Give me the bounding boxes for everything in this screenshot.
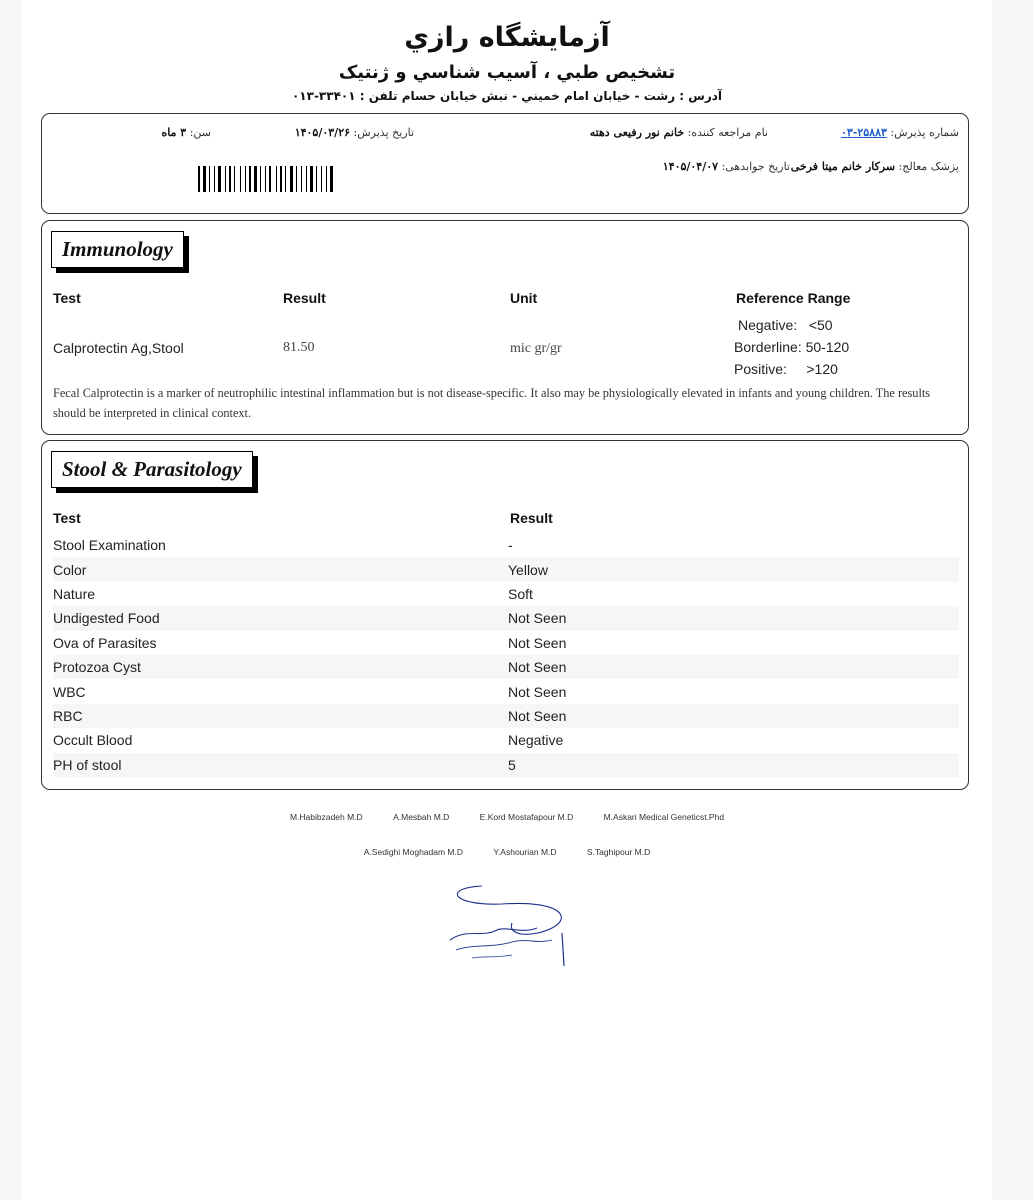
immuno-result: 81.50 bbox=[283, 340, 315, 355]
table-row: Undigested Food Not Seen bbox=[53, 606, 959, 630]
immunology-note: Fecal Calprotectin is a marker of neutrophilic intestinal inflammation but is not disease-specific. It also may be physiologically elevated in infants and young children. The results should be interpreted in clinical context. bbox=[53, 386, 931, 420]
table-row: Stool Examination - bbox=[53, 537, 513, 554]
doctor-signature bbox=[412, 878, 582, 968]
stool-col-test: Test bbox=[53, 510, 81, 526]
lab-address: آدرس : رشت - خيابان امام خميني - نبش خيابان حسام تلفن : ۳۳۴۰۱-۰۱۳ bbox=[291, 89, 723, 103]
barcode bbox=[198, 166, 392, 192]
col-reference: Reference Range bbox=[736, 290, 851, 306]
doctors-row-2 bbox=[22, 847, 992, 857]
doctor-name: Y.Ashourian M.D bbox=[493, 847, 557, 857]
answer-date: تاریخ جوابدهی: ۱۴۰۵/۰۴/۰۷ bbox=[662, 160, 790, 173]
table-row: WBC Not Seen bbox=[53, 683, 567, 700]
ref-negative: Negative: <50 bbox=[738, 317, 833, 333]
barcode-bar bbox=[280, 166, 282, 192]
doctor-name: A.Mesbah M.D bbox=[393, 812, 450, 822]
barcode-bar bbox=[296, 166, 297, 192]
barcode-bar bbox=[301, 166, 302, 192]
table-row: Ova of Parasites Not Seen bbox=[53, 634, 567, 651]
barcode-bar bbox=[229, 166, 231, 192]
immunology-title: Immunology bbox=[51, 231, 184, 268]
doctor-name: M.Habibzadeh M.D bbox=[289, 812, 363, 822]
barcode-bar bbox=[234, 166, 235, 192]
barcode-bar bbox=[285, 166, 286, 192]
patient-age: سن: ۳ ماه bbox=[161, 126, 211, 139]
doctor-name: S.Taghipour M.D bbox=[586, 847, 651, 857]
lab-subtitle: تشخيص طبي ، آسيب شناسي و ژنتيک bbox=[338, 62, 676, 83]
stool-title: Stool & Parasitology bbox=[51, 451, 253, 488]
barcode-bar bbox=[306, 166, 307, 192]
barcode-bar bbox=[218, 166, 221, 192]
table-row: RBC Not Seen bbox=[53, 704, 959, 728]
barcode-bar bbox=[249, 166, 251, 192]
barcode-bar bbox=[321, 166, 322, 192]
doctor-name: M.Askari Medical Geneticst.Phd bbox=[603, 812, 725, 822]
table-row: Occult Blood Negative bbox=[53, 732, 564, 749]
table-row: Nature Soft bbox=[53, 585, 533, 602]
barcode-bar bbox=[214, 166, 215, 192]
barcode-bar bbox=[260, 166, 261, 192]
barcode-bar bbox=[310, 166, 313, 192]
barcode-bar bbox=[209, 166, 210, 192]
barcode-bar bbox=[240, 166, 241, 192]
referrer: نام مراجعه کننده: خانم نور رفیعی دهته bbox=[589, 126, 768, 139]
col-result: Result bbox=[283, 290, 326, 306]
barcode-bar bbox=[254, 166, 257, 192]
reception-date: تاریخ پذیرش: ۱۴۰۵/۰۳/۲۶ bbox=[294, 126, 414, 139]
barcode-bar bbox=[326, 166, 327, 192]
table-row: Protozoa Cyst Not Seen bbox=[53, 655, 959, 679]
stool-table bbox=[53, 533, 959, 777]
ref-borderline: Borderline: 50-120 bbox=[734, 339, 850, 355]
barcode-bar bbox=[269, 166, 271, 192]
lab-name: آزمايشگاه رازي bbox=[404, 22, 610, 53]
table-row: Color Yellow bbox=[53, 557, 959, 581]
barcode-bar bbox=[330, 166, 333, 192]
patient-info-box bbox=[41, 113, 969, 214]
barcode-bar bbox=[316, 166, 317, 192]
barcode-bar bbox=[265, 166, 266, 192]
col-test: Test bbox=[53, 290, 81, 306]
report-page bbox=[22, 0, 992, 1200]
reception-number: شماره پذیرش: ۲۵۸۸۳-۰۳ bbox=[840, 126, 959, 139]
barcode-bar bbox=[245, 166, 246, 192]
doctor-name: E.Kord Mostafapour M.D bbox=[479, 812, 574, 822]
doctor-name: A.Sedighi Moghadam M.D bbox=[363, 847, 463, 857]
barcode-bar bbox=[276, 166, 277, 192]
doctor: پزشک معالج: سرکار خانم میتا فرخی bbox=[790, 160, 959, 173]
reception-number-link[interactable]: ۲۵۸۸۳-۰۳ bbox=[840, 126, 887, 139]
col-unit: Unit bbox=[510, 290, 538, 306]
barcode-bar bbox=[225, 166, 226, 192]
stool-col-result: Result bbox=[510, 510, 553, 526]
table-row: PH of stool 5 bbox=[53, 753, 959, 777]
immunology-section bbox=[41, 220, 969, 435]
barcode-bar bbox=[198, 166, 200, 192]
barcode-bar bbox=[290, 166, 293, 192]
immuno-unit: mic gr/gr bbox=[510, 341, 562, 356]
ref-positive: Positive: >120 bbox=[734, 361, 838, 377]
barcode-bar bbox=[203, 166, 206, 192]
stool-section bbox=[41, 440, 969, 790]
immuno-test-name: Calprotectin Ag,Stool bbox=[53, 340, 184, 356]
doctors-row-1 bbox=[22, 812, 992, 822]
